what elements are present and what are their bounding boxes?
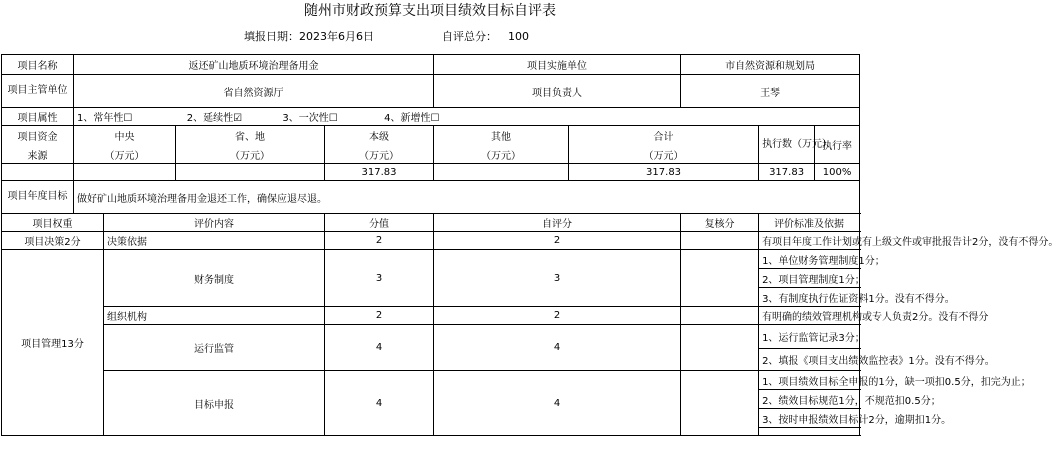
finance-score: 3 — [325, 250, 434, 307]
header-criteria: 评价标准及依据 — [759, 214, 860, 232]
funds-province-value — [176, 164, 325, 181]
attr-options — [74, 108, 860, 126]
goal-label: 项目年度目标 — [2, 181, 74, 214]
fill-date: 填报日期：2023年6月6日 — [244, 30, 374, 43]
table-row — [2, 325, 860, 349]
finance-review — [681, 250, 759, 307]
monitor-content: 运行监管 — [104, 325, 325, 371]
monitor-review — [681, 325, 759, 371]
attr-option-2: 2、延续性☑ — [186, 113, 243, 124]
table-row — [2, 181, 860, 214]
project-name-label: 项目名称 — [2, 55, 74, 75]
total-score-label: 自评总分： — [442, 30, 497, 43]
impl-unit-label: 项目实施单位 — [434, 55, 681, 75]
header-self-score: 自评分 — [434, 214, 681, 232]
attr-option-4: 4、新增性☐ — [384, 113, 440, 124]
funds-own-value: 317.83 — [325, 164, 434, 181]
funds-unit: （万元） — [325, 146, 434, 164]
finance-self: 3 — [434, 250, 681, 307]
table-row — [2, 214, 860, 232]
table-row — [2, 164, 860, 181]
goal-text: 做好矿山地质环境治理备用金退还工作，确保应退尽退。 — [74, 181, 860, 214]
funds-unit: （万元） — [434, 146, 569, 164]
funds-province: 省、地 — [176, 126, 325, 146]
monitor-score: 4 — [325, 325, 434, 371]
supervisor-value: 省自然资源厅 — [74, 75, 434, 108]
org-criteria-1: 有明确的绩效管理机构或专人负责2分。没有不得分 — [759, 307, 860, 325]
funds-own: 本级 — [325, 126, 434, 146]
org-review — [681, 307, 759, 325]
funds-exec-rate: 执行率 — [815, 126, 860, 164]
table-row — [2, 55, 860, 75]
attr-option-1: 1、常年性☐ — [77, 113, 133, 124]
funds-unit: （万元） — [176, 146, 325, 164]
header-content: 评价内容 — [104, 214, 325, 232]
target-content: 目标申报 — [104, 371, 325, 436]
finance-criteria-3: 3、有制度执行佐证资料1分。没有不得分。 — [759, 288, 860, 307]
header-review-score: 复核分 — [681, 214, 759, 232]
leader-value: 王琴 — [681, 75, 860, 108]
table-row — [2, 126, 860, 146]
header-score: 分值 — [325, 214, 434, 232]
decision-weight: 项目决策2分 — [2, 232, 104, 250]
target-review — [681, 371, 759, 436]
decision-self: 2 — [434, 232, 681, 250]
table-row — [2, 250, 860, 269]
table-row — [2, 146, 860, 164]
table-row — [2, 108, 860, 126]
impl-unit-value: 市自然资源和规划局 — [681, 55, 860, 75]
management-weight: 项目管理13分 — [2, 250, 104, 436]
org-content: 组织机构 — [104, 307, 325, 325]
org-self: 2 — [434, 307, 681, 325]
table-row — [2, 307, 860, 325]
table-row — [2, 75, 860, 108]
funds-unit: （万元） — [569, 146, 759, 164]
total-score-value: 100 — [508, 30, 529, 43]
table-row — [2, 232, 860, 250]
funds-rate-value: 100% — [815, 164, 860, 181]
funds-central-value — [74, 164, 176, 181]
decision-content: 决策依据 — [104, 232, 325, 250]
target-criteria-2: 2、绩效目标规范1分，不规范扣0.5分； — [759, 390, 860, 409]
evaluation-table — [1, 54, 1058, 436]
finance-criteria-1: 1、单位财务管理制度1分； — [759, 250, 860, 269]
funds-other-value — [434, 164, 569, 181]
target-score: 4 — [325, 371, 434, 436]
project-name-value: 返还矿山地质环境治理备用金 — [74, 55, 434, 75]
funds-label-2: 来源 — [2, 146, 74, 164]
monitor-criteria-2: 2、填报《项目支出绩效监控表》1分。没有不得分。 — [759, 349, 860, 371]
funds-label-1: 项目资金 — [2, 126, 74, 146]
attr-label: 项目属性 — [2, 108, 74, 126]
target-self: 4 — [434, 371, 681, 436]
funds-unit: （万元） — [74, 146, 176, 164]
funds-central: 中央 — [74, 126, 176, 146]
funds-total-value: 317.83 — [569, 164, 759, 181]
funds-total: 合计 — [569, 126, 759, 146]
monitor-self: 4 — [434, 325, 681, 371]
target-criteria-3: 3、按时申报绩效目标计2分，逾期扣1分。 — [759, 409, 860, 428]
finance-criteria-2: 2、项目管理制度1分； — [759, 269, 860, 288]
leader-label: 项目负责人 — [434, 75, 681, 108]
header-weight: 项目权重 — [2, 214, 104, 232]
decision-score: 2 — [325, 232, 434, 250]
decision-review — [681, 232, 759, 250]
funds-other: 其他 — [434, 126, 569, 146]
funds-exec-value: 317.83 — [759, 164, 815, 181]
finance-content: 财务制度 — [104, 250, 325, 307]
supervisor-label: 项目主管单位 — [2, 75, 74, 108]
table-row — [2, 371, 860, 390]
funds-exec-amount: 执行数（万元） — [759, 126, 815, 164]
monitor-criteria-1: 1、运行监管记录3分； — [759, 325, 860, 349]
org-score: 2 — [325, 307, 434, 325]
target-criteria-1: 1、项目绩效目标全申报的1分，缺一项扣0.5分，扣完为止； — [759, 371, 860, 390]
form-title: 随州市财政预算支出项目绩效目标自评表 — [304, 3, 556, 19]
attr-option-3: 3、一次性☐ — [282, 113, 338, 124]
decision-criteria: 有项目年度工作计划或有上级文件或审批报告计2分，没有不得分。 — [759, 232, 860, 250]
